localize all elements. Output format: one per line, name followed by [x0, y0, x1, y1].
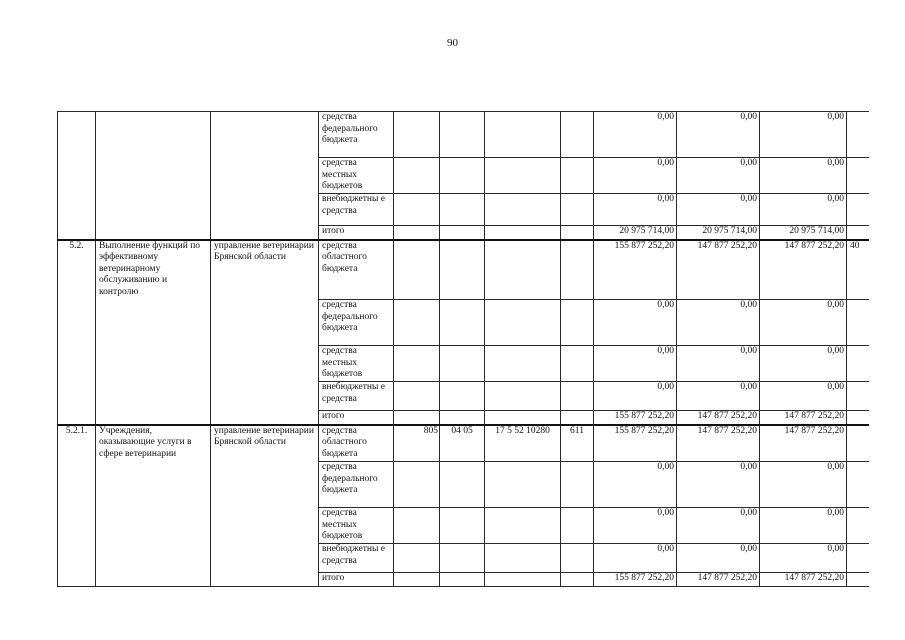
page-number: 90 [447, 37, 458, 49]
funding-source-cell: средства местных бюджетов [319, 508, 394, 544]
funding-source-cell: внебюджетны е средства [319, 194, 394, 226]
amount-year3-cell: 147 877 252,20 [760, 425, 847, 462]
amount-year2-cell: 0,00 [677, 544, 760, 573]
funding-source-cell: итого [319, 226, 394, 240]
amount-year2-cell: 0,00 [677, 346, 760, 382]
table-row [58, 112, 869, 158]
amount-year1-cell: 0,00 [594, 158, 677, 194]
funding-source-cell: средства федерального бюджета [319, 300, 394, 346]
funding-source-cell: средства местных бюджетов [319, 346, 394, 382]
amount-year2-cell: 147 877 252,20 [677, 411, 760, 425]
activity-name-cell [96, 112, 211, 240]
grbs-code-cell: 805 [394, 425, 440, 462]
amount-year3-cell: 0,00 [760, 462, 847, 508]
amount-year3-cell: 20 975 714,00 [760, 226, 847, 240]
amount-year1-cell: 155 877 252,20 [594, 425, 677, 462]
funding-source-cell: средства областного бюджета [319, 425, 394, 462]
section-code-cell: 04 05 [440, 425, 485, 462]
amount-year1-cell: 155 877 252,20 [594, 411, 677, 425]
table-row [58, 425, 869, 462]
amount-year2-cell: 20 975 714,00 [677, 226, 760, 240]
amount-year2-cell: 147 877 252,20 [677, 240, 760, 300]
executor-cell [211, 112, 319, 240]
amount-year2-cell: 0,00 [677, 382, 760, 411]
amount-year2-cell: 0,00 [677, 158, 760, 194]
row-number-cell: 5.2. [58, 240, 96, 425]
budget-table [57, 111, 869, 587]
amount-year3-cell: 147 877 252,20 [760, 240, 847, 300]
amount-year1-cell: 0,00 [594, 462, 677, 508]
amount-year3-cell: 0,00 [760, 194, 847, 226]
funding-source-cell: итого [319, 411, 394, 425]
row-number-cell: 5.2.1. [58, 425, 96, 587]
amount-year3-cell: 147 877 252,20 [760, 411, 847, 425]
funding-source-cell: итого [319, 573, 394, 587]
amount-year1-cell: 0,00 [594, 112, 677, 158]
amount-year3-cell: 0,00 [760, 346, 847, 382]
amount-year2-cell: 0,00 [677, 112, 760, 158]
amount-year3-cell: 0,00 [760, 508, 847, 544]
activity-name-cell: Учреждения, оказывающие услуги в сфере ветеринарии [96, 425, 211, 587]
amount-year3-cell: 147 877 252,20 [760, 573, 847, 587]
amount-year1-cell: 20 975 714,00 [594, 226, 677, 240]
amount-year3-cell: 0,00 [760, 112, 847, 158]
amount-year3-cell: 0,00 [760, 382, 847, 411]
amount-year1-cell: 0,00 [594, 194, 677, 226]
funding-source-cell: средства местных бюджетов [319, 158, 394, 194]
amount-year1-cell: 0,00 [594, 508, 677, 544]
amount-year2-cell: 147 877 252,20 [677, 573, 760, 587]
amount-year2-cell: 0,00 [677, 300, 760, 346]
amount-year1-cell: 0,00 [594, 382, 677, 411]
funding-source-cell: средства федерального бюджета [319, 462, 394, 508]
funding-source-cell: средства областного бюджета [319, 240, 394, 300]
extra-value-cell: 40 [847, 240, 869, 300]
amount-year1-cell: 155 877 252,20 [594, 240, 677, 300]
amount-year3-cell: 0,00 [760, 544, 847, 573]
amount-year2-cell: 0,00 [677, 508, 760, 544]
activity-name-cell: Выполнение функций по эффективному ветеринарному обслуживанию и контролю [96, 240, 211, 425]
amount-year2-cell: 0,00 [677, 194, 760, 226]
executor-cell: управление ветеринарии Брянской области [211, 425, 319, 587]
funding-source-cell: внебюджетны е средства [319, 544, 394, 573]
executor-cell: управление ветеринарии Брянской области [211, 240, 319, 425]
amount-year1-cell: 0,00 [594, 346, 677, 382]
funding-source-cell: средства федерального бюджета [319, 112, 394, 158]
amount-year3-cell: 0,00 [760, 158, 847, 194]
amount-year1-cell: 0,00 [594, 300, 677, 346]
amount-year1-cell: 155 877 252,20 [594, 573, 677, 587]
target-article-cell: 17 5 52 10280 [485, 425, 561, 462]
amount-year1-cell: 0,00 [594, 544, 677, 573]
table-row [58, 240, 869, 300]
amount-year2-cell: 147 877 252,20 [677, 425, 760, 462]
row-number-cell [58, 112, 96, 240]
amount-year2-cell: 0,00 [677, 462, 760, 508]
expense-type-cell: 611 [561, 425, 594, 462]
amount-year3-cell: 0,00 [760, 300, 847, 346]
funding-source-cell: внебюджетны е средства [319, 382, 394, 411]
